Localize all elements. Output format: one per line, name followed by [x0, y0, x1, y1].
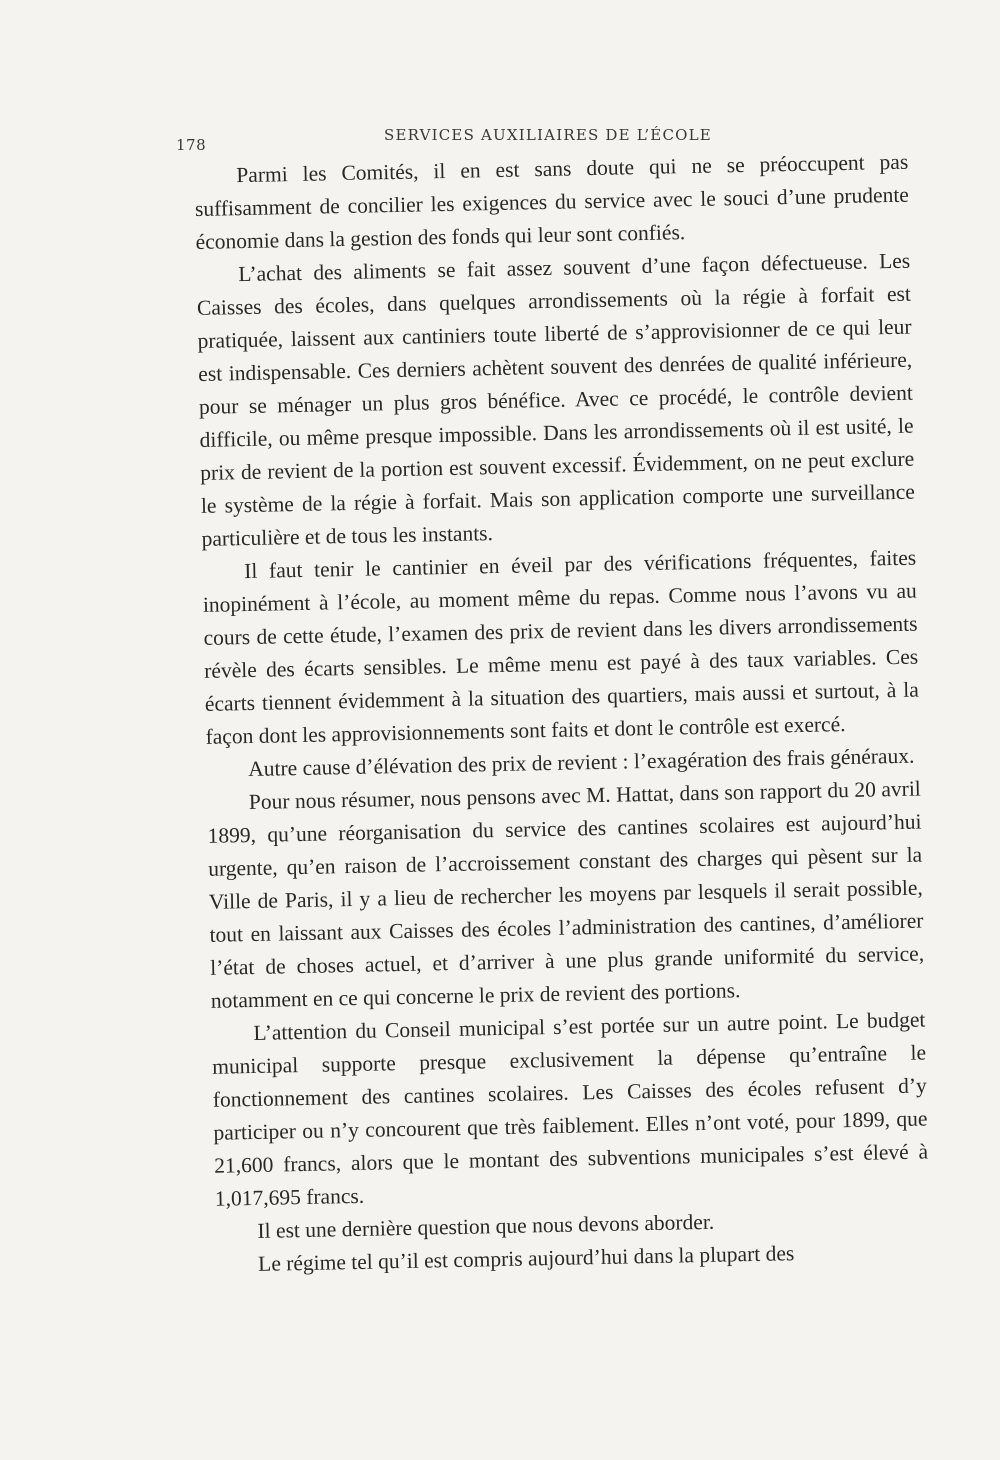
- running-head: SERVICES AUXILIAIRES DE L’ÉCOLE: [384, 126, 712, 144]
- paragraph: L’attention du Conseil municipal s’est portée sur un autre point. Le budget municipal supporte presque exclusivement la dépense qu’entraîne le fonctionnement des cantines scolaires. Les Caisses des écoles refusent d’y participer ou n’y concourent que très faiblement. Elles n’ont voté, pour 1899, que 21,600 francs, alors que le montant des subventions municipales s’est élevé à 1,017,695 francs.: [211, 1007, 929, 1211]
- paragraph: Le régime tel qu’il est compris aujourd’hui dans la plupart des: [257, 1241, 795, 1276]
- page-number: 178: [176, 136, 207, 154]
- paragraph: Pour nous résumer, nous pensons avec M. Hattat, dans son rapport du 20 avril 1899, qu’une réorganisation du service des cantines scolaires est aujourd’hui urgente, qu’en raison de l’accroissement constant des charges qui pèsent sur la Ville de Paris, il y a lieu de rechercher les moyens par lesquels il serait possible, tout en laissant aux Caisses des écoles l’administration des cantines, d’améliorer l’état de choses actuel, et d’arriver à une plus grande uniformité du service, notamment en ce qui concerne le prix de revient des portions.: [207, 776, 925, 1013]
- paragraph: Parmi les Comités, il en est sans doute qui ne se préoccupent pas suffisamment de concilier les exigences du service avec le souci d’une prudente économie dans la gestion des fonds qui leur sont confiés.: [194, 149, 910, 254]
- paragraph: Il est une dernière question que nous devons aborder.: [257, 1209, 715, 1243]
- paragraph: Autre cause d’élévation des prix de revient : l’exagération des frais généraux.: [247, 743, 915, 782]
- body-text: [194, 146, 930, 1282]
- paragraph: Il faut tenir le cantinier en éveil par des vérifications fréquentes, faites inopinément à l’école, au moment même du repas. Comme nous l’avons vu au cours de cette étude, l’examen des prix de revient dans les divers arrondissements révèle des écarts sensibles. Le même menu est payé à des taux variables. Ces écarts tiennent évidemment à la situation des quartiers, mais aussi et surtout, à la façon dont les approvisionnements sont faits et dont le contrôle est exercé.: [202, 545, 920, 749]
- paragraph: L’achat des aliments se fait assez souvent d’une façon défectueuse. Les Caisses des écoles, dans quelques arrondissements où la régie à forfait est pratiquée, laissent aux cantiniers toute liberté de s’approvisionner de ce qui leur est indispensable. Ces derniers achètent souvent des denrées de qualité inférieure, pour se ménager un plus gros bénéfice. Avec ce procédé, le contrôle devient difficile, ou même presque impossible. Dans les arrondissements où il est usité, le prix de revient de la portion est souvent excessif. Évidemment, on ne peut exclure le système de la régie à forfait. Mais son application comporte une surveillance particulière et de tous les instants.: [196, 248, 916, 551]
